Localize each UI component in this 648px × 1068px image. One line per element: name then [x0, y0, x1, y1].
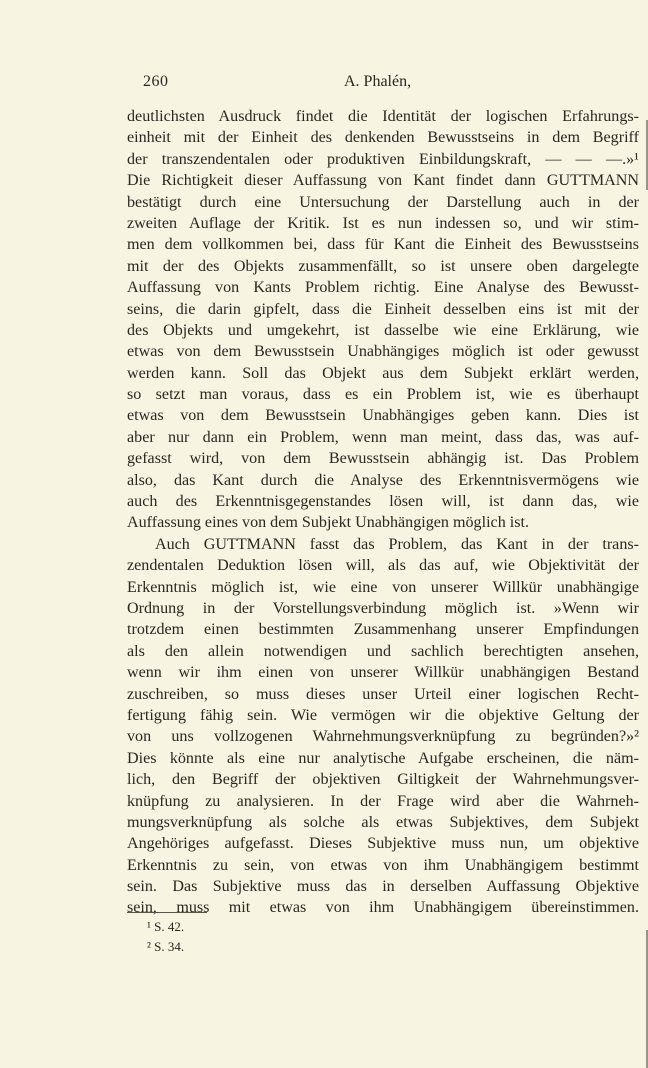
- text-line: mit der des Objekts zusammenfällt, so ist unsere oben dargelegte: [127, 257, 639, 275]
- text-line: von uns vollzogenen Wahrnehmungsverknüpfung zu begründen?»²: [127, 728, 639, 746]
- footnote: ¹ S. 42.: [147, 919, 185, 934]
- page-number: 260: [143, 73, 169, 90]
- footnote: ² S. 34.: [147, 939, 185, 954]
- text-line: Angehöriges aufgefasst. Dieses Subjektive muss nun, um objektive: [127, 835, 639, 853]
- text-line: zuschreiben, so muss dieses unser Urteil einer logischen Recht-: [127, 685, 639, 703]
- running-head: A. Phalén,: [344, 73, 412, 90]
- body-text: [127, 106, 639, 919]
- text-line: als den allein notwendigen und sachlich berechtigten ansehen,: [127, 642, 639, 660]
- footnotes: [147, 917, 184, 957]
- text-line: Erkenntnis möglich ist, wie eine von unserer Willkür unabhängige: [127, 578, 639, 596]
- text-line: auch des Erkenntnisgegenstandes lösen will, ist dann das, wie: [127, 493, 639, 511]
- text-line: zendentalen Deduktion lösen will, als das auf, wie Objektivität der: [127, 557, 639, 575]
- text-line: seins, die darin gipfelt, dass die Einheit desselben eins ist mit der: [127, 300, 639, 318]
- text-line: knüpfung zu analysieren. In der Frage wird aber die Wahrneh-: [127, 792, 639, 810]
- text-line: fertigung fähig sein. Wie vermögen wir die objektive Geltung der: [127, 706, 639, 724]
- text-line: wenn wir ihm einen von unserer Willkür unabhängigen Bestand: [127, 664, 639, 682]
- text-line: Auffassung eines von dem Subjekt Unabhängigen möglich ist.: [127, 514, 529, 532]
- text-line: sein, muss mit etwas von ihm Unabhängigem übereinstimmen.: [127, 899, 639, 917]
- text-line: etwas von dem Bewusstsein Unabhängiges geben kann. Dies ist: [127, 407, 639, 425]
- text-line: der transzendentalen oder produktiven Einbildungskraft, — — —.»¹: [127, 150, 639, 168]
- text-line: Die Richtigkeit dieser Auffassung von Kant findet dann GUTTMANN: [127, 172, 639, 190]
- text-line: Ordnung in der Vorstellungsverbindung möglich ist. »Wenn wir: [127, 599, 639, 617]
- text-line: men dem vollkommen bei, dass für Kant die Einheit des Bewusstseins: [127, 236, 639, 254]
- text-line: sein. Das Subjektive muss das in derselben Auffassung Objektive: [127, 878, 639, 896]
- text-line: Erkenntnis zu sein, von etwas von ihm Unabhängigem bestimmt: [127, 856, 639, 874]
- text-line: bestätigt durch eine Untersuchung der Darstellung auch in der: [127, 193, 639, 211]
- text-line: Auffassung von Kants Problem richtig. Eine Analyse des Bewusst-: [127, 279, 639, 297]
- text-line: lich, den Begriff der objektiven Giltigkeit der Wahrnehmungsver-: [127, 771, 639, 789]
- text-line: aber nur dann ein Problem, wenn man meint, dass das, was auf-: [127, 428, 639, 446]
- text-line: werden kann. Soll das Objekt aus dem Subjekt erklärt werden,: [127, 364, 639, 382]
- text-line: des Objekts und umgekehrt, ist dasselbe wie eine Erklärung, wie: [127, 321, 639, 339]
- text-line: gefasst wird, von dem Bewusstsein abhängig ist. Das Problem: [127, 450, 639, 468]
- text-line: einheit mit der Einheit des denkenden Bewusstseins in dem Begriff: [127, 129, 639, 147]
- text-line: also, das Kant durch die Analyse des Erkenntnisvermögens wie: [127, 471, 639, 489]
- text-line: deutlichsten Ausdruck findet die Identität der logischen Erfahrungs-: [127, 108, 639, 125]
- text-line: so setzt man voraus, dass es ein Problem ist, wie es überhaupt: [127, 386, 639, 404]
- text-line: zweiten Auflage der Kritik. Ist es nun indessen so, und wir stim-: [127, 214, 639, 232]
- text-line: mungsverknüpfung als solche als etwas Subjektives, dem Subjekt: [127, 813, 639, 831]
- text-line: Dies könnte als eine nur analytische Aufgabe erscheinen, die näm-: [127, 749, 639, 767]
- footnote-rule: [127, 912, 207, 913]
- text-line: Auch GUTTMANN fasst das Problem, das Kant in der trans-: [155, 535, 639, 553]
- text-line: etwas von dem Bewusstsein Unabhängiges möglich ist oder gewusst: [127, 343, 639, 361]
- page-header: [143, 70, 543, 94]
- text-line: trotzdem einen bestimmten Zusammenhang unserer Empfindungen: [127, 621, 639, 639]
